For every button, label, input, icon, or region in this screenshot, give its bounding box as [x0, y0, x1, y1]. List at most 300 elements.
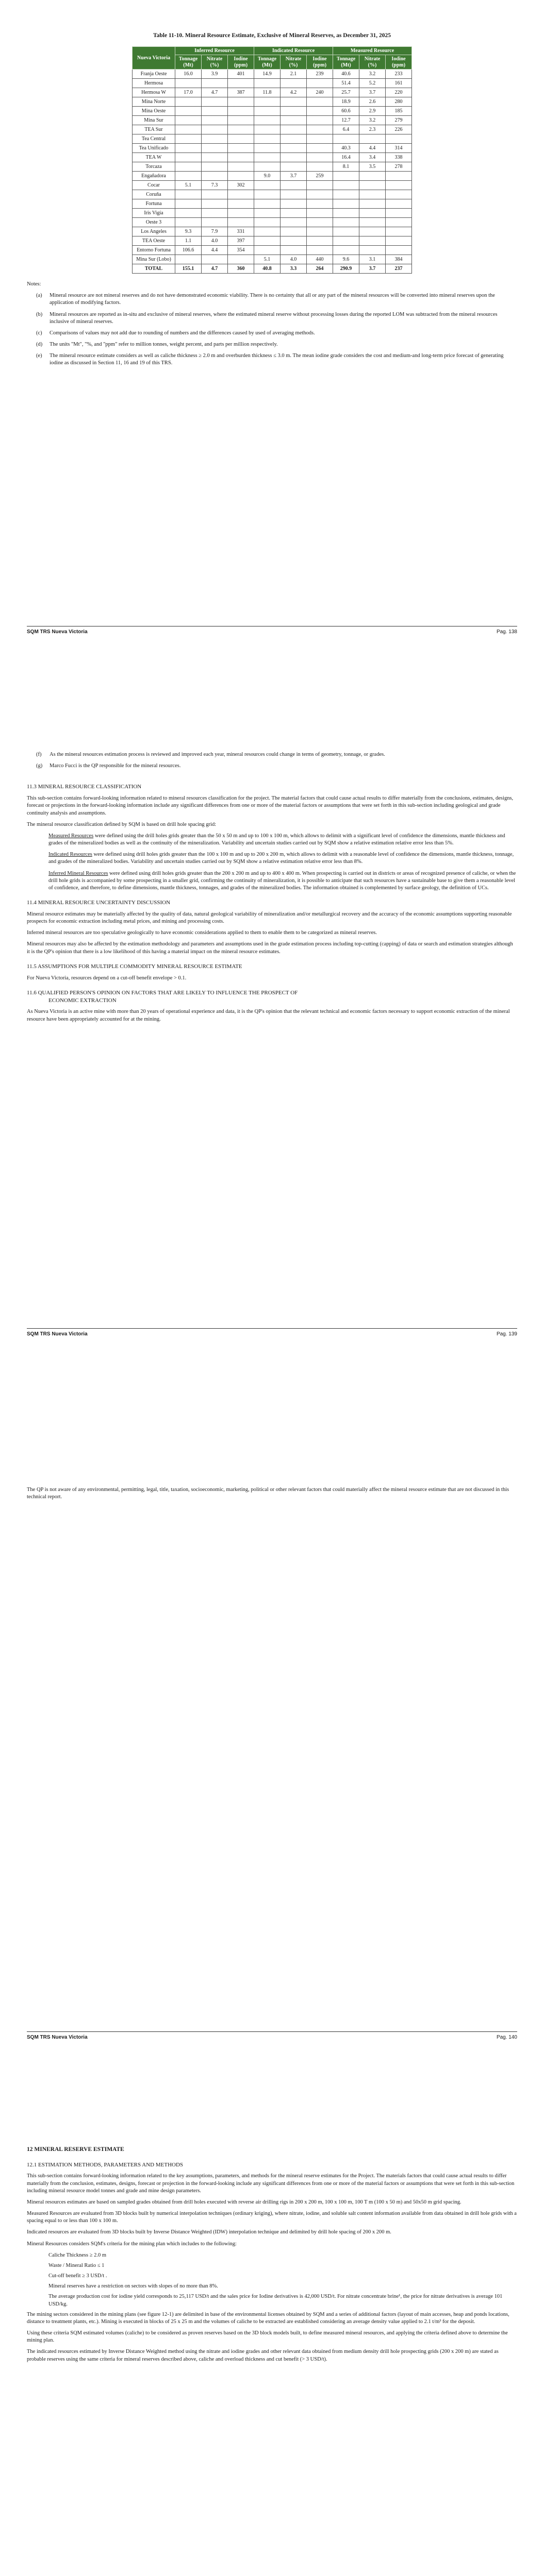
table-cell — [307, 116, 333, 125]
row-label: Mina Norte — [133, 97, 175, 107]
table-cell — [281, 181, 307, 190]
table-row — [133, 218, 412, 227]
page-number: Pag. 139 — [496, 1331, 517, 1337]
table-cell — [281, 236, 307, 246]
table-cell — [254, 97, 281, 107]
paragraph: The mineral resource classification defined by SQM is based on drill hole spacing grid: — [27, 821, 217, 827]
table-cell: 278 — [386, 162, 412, 172]
paragraph: The mining sectors considered in the mining plans (see figure 12-1) are delimited in base of the environmental licenses obtained by SQM and a series of additional factors (layout of main accesses, heap and ponds locations, distance to treatment plants, etc.). Mining is executed in blocks of 25 x 25 m and the volumes of caliche to be extracted are established considering an average density value applied to 2.1 t/m³ for the deposit. — [27, 2311, 509, 2325]
column-header: Nitrate (%) — [202, 55, 228, 70]
table-cell — [202, 116, 228, 125]
table-cell — [202, 144, 228, 153]
table-cell: 264 — [307, 264, 333, 274]
column-header: Iodine (ppm) — [307, 55, 333, 70]
table-cell: 240 — [307, 88, 333, 97]
paragraph: This sub-section contains forward-looking information related to the key assumptions, parameters, and methods for the mineral reserve estimates for the Project. The materials factors that could cause actual results to differ materially from the conclusion, estimates, designs, forecast or projection in the forward-looking include any significant differences from one or more of the material factors or assumptions that were set forth in this sub-section including mineral resource model tonnes and grade and mine design parameters. — [27, 2173, 515, 2194]
table-cell — [228, 79, 254, 88]
paragraph: Mineral resources may also be affected by the estimation methodology and parameters and assumptions used in the grade estimation process including top-cutting (capping) of data or search and estimation strategies although it is the QP's opinion that there is a low likelihood of this having a material impact on the mineral resource estimates. — [27, 941, 513, 955]
table-cell: 3.5 — [359, 162, 386, 172]
table-cell: 338 — [386, 153, 412, 162]
table-cell — [175, 144, 202, 153]
footer-title: SQM TRS Nueva Victoria — [27, 1331, 88, 1337]
corner-header: Nueva Victoria — [133, 46, 175, 70]
table-cell — [359, 190, 386, 199]
table-cell: 2.9 — [359, 107, 386, 116]
table-cell: 9.6 — [333, 255, 359, 264]
table-cell — [281, 79, 307, 88]
table-row — [133, 236, 412, 246]
table-cell: 220 — [386, 88, 412, 97]
table-cell — [281, 199, 307, 209]
column-header: Iodine (ppm) — [228, 55, 254, 70]
table-cell — [359, 218, 386, 227]
table-cell — [202, 97, 228, 107]
table-cell — [254, 107, 281, 116]
table-row — [133, 70, 412, 79]
table-cell: 440 — [307, 255, 333, 264]
table-cell: 18.9 — [333, 97, 359, 107]
table-cell — [359, 172, 386, 181]
table-row — [133, 79, 412, 88]
table-cell: 60.6 — [333, 107, 359, 116]
row-label: Entorno Fortuna — [133, 246, 175, 255]
table-cell: 302 — [228, 181, 254, 190]
section-11-3-title: 11.3 MINERAL RESOURCE CLASSIFICATION — [27, 784, 142, 790]
page-140 — [0, 1406, 544, 2110]
table-cell — [281, 227, 307, 236]
table-cell: 9.0 — [254, 172, 281, 181]
table-cell — [333, 181, 359, 190]
table-cell: 331 — [228, 227, 254, 236]
table-cell: 6.4 — [333, 125, 359, 134]
table-cell — [281, 116, 307, 125]
table-cell — [175, 97, 202, 107]
table-cell: 106.6 — [175, 246, 202, 255]
table-cell: 14.9 — [254, 70, 281, 79]
table-cell — [333, 246, 359, 255]
table-cell — [333, 134, 359, 144]
table-cell: 161 — [386, 79, 412, 88]
table-cell — [333, 227, 359, 236]
table-cell: 259 — [307, 172, 333, 181]
table-cell: 5.2 — [359, 79, 386, 88]
footer-title: SQM TRS Nueva Victoria — [27, 2035, 88, 2040]
criterion: Mineral reserves have a restriction on sectors with slopes of no more than 8%. — [48, 2283, 218, 2290]
table-cell: 314 — [386, 144, 412, 153]
table-cell — [307, 153, 333, 162]
table-cell — [202, 255, 228, 264]
table-cell — [307, 190, 333, 199]
table-cell — [175, 255, 202, 264]
note-g: (g) Marco Fucci is the QP responsible for the mineral resources. — [36, 763, 181, 769]
table-cell — [254, 116, 281, 125]
note-b: (b) Mineral resources are reported as in-situ and exclusive of mineral reserves, where the estimated mineral reserve without processing losses during the reported LOM was subtracted from the mineral resources inclusive of mineral reserves. — [36, 311, 498, 325]
row-label: Mina Oeste — [133, 107, 175, 116]
table-cell — [175, 134, 202, 144]
table-cell — [228, 172, 254, 181]
table-cell — [175, 218, 202, 227]
table-cell: 237 — [386, 264, 412, 274]
table-cell: 4.0 — [281, 255, 307, 264]
table-cell — [359, 199, 386, 209]
table-row — [133, 116, 412, 125]
table-cell — [281, 125, 307, 134]
table-cell: 280 — [386, 97, 412, 107]
row-label: Tea Central — [133, 134, 175, 144]
table-row — [133, 246, 412, 255]
table-cell: 51.4 — [333, 79, 359, 88]
table-cell — [333, 209, 359, 218]
row-label: TEA Sur — [133, 125, 175, 134]
paragraph: Measured Resources are evaluated from 3D blocks built by numerical interpolation techniques (ordinary kriging), where nitrate, iodine, and soluble salt content information available from data obtained in drill hole grids with a spacing equal to or less than 100 x 100 m. — [27, 2211, 517, 2224]
table-row — [133, 134, 412, 144]
group-header-indicated: Indicated Resource — [254, 46, 333, 55]
notes-label: Notes: — [27, 281, 41, 287]
table-cell — [281, 134, 307, 144]
table-cell — [228, 153, 254, 162]
row-label: Franja Oeste — [133, 70, 175, 79]
table-cell — [333, 199, 359, 209]
table-cell: 397 — [228, 236, 254, 246]
criterion: Caliche Thickness ≥ 2.0 m — [48, 2252, 107, 2258]
table-cell — [307, 181, 333, 190]
table-cell — [307, 162, 333, 172]
table-cell: 3.2 — [359, 70, 386, 79]
table-row — [133, 97, 412, 107]
table-cell: 2.3 — [359, 125, 386, 134]
table-caption: Table 11-10. Mineral Resource Estimate, Exclusive of Mineral Reserves, as December 31, 2025 — [153, 32, 391, 39]
table-row — [133, 172, 412, 181]
table-cell — [307, 107, 333, 116]
table-cell — [281, 153, 307, 162]
table-cell — [386, 181, 412, 190]
table-cell: 155.1 — [175, 264, 202, 274]
table-cell — [254, 181, 281, 190]
table-cell — [307, 97, 333, 107]
table-cell: 3.3 — [281, 264, 307, 274]
table-cell — [254, 209, 281, 218]
table-cell — [333, 190, 359, 199]
table-cell: 3.9 — [202, 70, 228, 79]
note-c: (c) Comparisons of values may not add due to rounding of numbers and the differences caused by used of averaging methods. — [36, 330, 315, 336]
row-label: Los Angeles — [133, 227, 175, 236]
table-cell — [175, 79, 202, 88]
table-cell: 3.7 — [359, 88, 386, 97]
row-label: Mina Sur — [133, 116, 175, 125]
table-cell — [175, 116, 202, 125]
table-cell — [359, 246, 386, 255]
table-row — [133, 88, 412, 97]
table-cell — [307, 199, 333, 209]
notes — [27, 281, 517, 367]
page-footer — [27, 626, 517, 635]
row-label: Hermosa — [133, 79, 175, 88]
row-label: Engañadora — [133, 172, 175, 181]
indicated-definition: Indicated Resources were defined using drill holes grids greater than the 100 x 100 m and up to 200 x 200 m, which allows to delimit with a reasonable level of confidence the dimensions, mantle thickness, tonnage, and grades of the mineralized bodies. Variability and uncertain studies carried out by SQM show a relative estimation relative error less than 8%. — [48, 852, 514, 865]
criterion: Waste / Mineral Ratio ≤ 1 — [48, 2262, 105, 2268]
table-cell — [254, 190, 281, 199]
table-cell — [386, 199, 412, 209]
table-cell — [254, 246, 281, 255]
inferred-definition: Inferred Mineral Resources were defined using drill holes grids greater than the 200 x 200 m and up to 400 x 400 m. When prospecting is carried out in districts or areas of recognized presence of caliche, or when the drill hole grids is accompanied by some prospecting in a smaller grid, confirming the continuity of mineralization, it is possible to anticipate that such resources have a sustainable base to give them a reasonable level of confidence, and therefore, to define dimensions, mantle thickness, tonnages, and grades of the mineralized bodies. The information obtained is complemented by surface geology, the definition of UCs. — [48, 870, 516, 891]
table-cell — [281, 162, 307, 172]
table-cell: 185 — [386, 107, 412, 116]
table-cell — [386, 134, 412, 144]
table-cell — [175, 153, 202, 162]
page-footer — [27, 2031, 517, 2040]
table-cell — [359, 236, 386, 246]
table-cell — [254, 218, 281, 227]
column-header: Tonnage (Mt) — [333, 55, 359, 70]
table-cell — [307, 125, 333, 134]
table-cell — [281, 209, 307, 218]
row-label: Mina Sur (Lobo) — [133, 255, 175, 264]
table-cell — [359, 227, 386, 236]
table-cell — [228, 144, 254, 153]
table-cell — [175, 199, 202, 209]
table-cell — [175, 190, 202, 199]
table-cell: 16.0 — [175, 70, 202, 79]
column-header: Tonnage (Mt) — [254, 55, 281, 70]
table-cell — [254, 153, 281, 162]
table-cell: 4.7 — [202, 264, 228, 274]
table-cell — [254, 144, 281, 153]
table-cell: 12.7 — [333, 116, 359, 125]
table-cell: 25.7 — [333, 88, 359, 97]
note-e: (e) The mineral resource estimate considers as well as caliche thickness ≥ 2.0 m and overburden thickness ≤ 3.0 m. The mean iodine grade considers the cost and medium-and long-term price forecast of generating iodine as discussed in Section 11, 16 and 19 of this TRS. — [36, 353, 504, 366]
page-141 — [0, 2110, 544, 2576]
table-cell — [386, 246, 412, 255]
table-cell — [359, 181, 386, 190]
section-12-1-title: 12.1 ESTIMATION METHODS, PARAMETERS AND METHODS — [27, 2161, 184, 2168]
table-cell — [202, 153, 228, 162]
table-cell — [281, 218, 307, 227]
row-label: Coruña — [133, 190, 175, 199]
row-label: TOTAL — [133, 264, 175, 274]
table-cell — [228, 209, 254, 218]
table-cell — [281, 97, 307, 107]
chapter-12-title: 12 MINERAL RESERVE ESTIMATE — [27, 2146, 124, 2153]
table-cell — [175, 172, 202, 181]
table-cell — [228, 97, 254, 107]
paragraph: For Nueva Victoria, resources depend on a cut-off benefit envelope > 0.1. — [27, 975, 187, 981]
table-cell — [307, 246, 333, 255]
table-row — [133, 190, 412, 199]
row-label: Iris Vigía — [133, 209, 175, 218]
table-cell: 4.4 — [202, 246, 228, 255]
table-cell — [281, 190, 307, 199]
table-cell — [175, 125, 202, 134]
table-cell: 4.4 — [359, 144, 386, 153]
table-cell: 17.0 — [175, 88, 202, 97]
table-cell — [254, 236, 281, 246]
note-d: (d) The units "Mt", "%, and "ppm" refer to million tonnes, weight percent, and parts per million respectively. — [36, 342, 278, 348]
table-cell: 4.0 — [202, 236, 228, 246]
table-cell — [175, 162, 202, 172]
criterion: The average production cost for iodine yield corresponds to 25,117 USD/t and the sales price for Iodine derivatives is 42,000 USD/t. For nitrate concentrate brine¹, the price for nitrate derivatives is average 101 USD/kg. — [48, 2294, 503, 2307]
table-cell — [228, 218, 254, 227]
table-cell: 3.7 — [281, 172, 307, 181]
table-cell — [228, 107, 254, 116]
table-cell — [386, 236, 412, 246]
table-cell — [386, 190, 412, 199]
page-number: Pag. 140 — [496, 2035, 517, 2040]
table-cell: 387 — [228, 88, 254, 97]
note-a: (a) Mineral resource are not mineral reserves and do not have demonstrated economic viability. There is no certainty that all or any part of the mineral resources will be converted into mineral reserves upon the application of modifying factors. — [36, 293, 495, 306]
table-cell — [386, 218, 412, 227]
table-cell: 3.4 — [359, 153, 386, 162]
measured-definition: Measured Resources were defined using the drill holes grids greater than the 50 x 50 m and up to 100 x 100 m, which allows to delimit with a significant level of confidence the dimensions, mantle thickness and grades of the mineralized bodies as well as the continuity of the mineralization. Variability and uncertain studies carried out by SQM show a relative estimation relative error less than 5%. — [48, 833, 505, 846]
table-cell — [202, 190, 228, 199]
table-cell — [333, 236, 359, 246]
table-cell — [202, 162, 228, 172]
table-cell: 3.2 — [359, 116, 386, 125]
table-cell: 360 — [228, 264, 254, 274]
table-cell — [307, 134, 333, 144]
table-cell: 233 — [386, 70, 412, 79]
table-row — [133, 107, 412, 116]
table-row — [133, 227, 412, 236]
table-row — [133, 209, 412, 218]
table-cell — [254, 134, 281, 144]
table-cell — [307, 227, 333, 236]
table-cell — [307, 144, 333, 153]
table-row — [133, 199, 412, 209]
table-cell — [202, 199, 228, 209]
footer-title: SQM TRS Nueva Victoria — [27, 629, 88, 635]
page-number: Pag. 138 — [496, 629, 517, 635]
table-cell — [202, 107, 228, 116]
section-11-4-title: 11.4 MINERAL RESOURCE UNCERTAINTY DISCUSSION — [27, 900, 171, 906]
note-f: (f) As the mineral resources estimation process is reviewed and improved each year, mineral resources could change in terms of geometry, tonnage, or grades. — [36, 752, 385, 757]
column-header: Nitrate (%) — [281, 55, 307, 70]
row-label: Oeste 3 — [133, 218, 175, 227]
table-cell — [228, 116, 254, 125]
table-cell: 40.6 — [333, 70, 359, 79]
paragraph: Using these criteria SQM estimated volumes (caliche) to be considered as proven reserves based on the 3D block models built, to define measured mineral resources, and applying the criteria defined above to determine the mining plan. — [27, 2330, 508, 2344]
table-row — [133, 153, 412, 162]
table-body — [133, 70, 412, 274]
criterion: Cut-off benefit ≥ 3 USD/t . — [48, 2273, 107, 2279]
table-cell — [359, 209, 386, 218]
table-cell — [333, 172, 359, 181]
paragraph: Inferred mineral resources are too speculative geologically to have economic considerations applied to them to enable them to be categorized as mineral reserves. — [27, 930, 377, 936]
table-cell: 3.7 — [359, 264, 386, 274]
table-cell: 7.9 — [202, 227, 228, 236]
row-label: Fortuna — [133, 199, 175, 209]
table-cell — [359, 134, 386, 144]
table-cell — [254, 162, 281, 172]
table-cell — [202, 209, 228, 218]
table-cell — [228, 134, 254, 144]
table-cell — [254, 199, 281, 209]
table-cell: 3.1 — [359, 255, 386, 264]
table-cell: 401 — [228, 70, 254, 79]
row-label: TEA W — [133, 153, 175, 162]
table-cell: 5.1 — [254, 255, 281, 264]
table-cell: 5.1 — [175, 181, 202, 190]
table-cell — [307, 236, 333, 246]
paragraph: Indicated resources are evaluated from 3D blocks built by Inverse Distance Weighted (IDW) interpolation technique and delimited by drill hole spacing of 200 x 200 m. — [27, 2229, 391, 2235]
table-cell: 4.2 — [281, 88, 307, 97]
column-header: Tonnage (Mt) — [175, 55, 202, 70]
column-header: Nitrate (%) — [359, 55, 386, 70]
paragraph: The indicated resources estimated by Inverse Distance Weighted method using the nitrate and iodine grades and other relevant data obtained from medium density drill hole prospecting grids (200 x 200 m) are stated as probable reserves using the same criteria for mineral reserves described above, caliche and overload thickness and cut benefit (> 3 USD/t). — [27, 2349, 499, 2362]
resource-table — [132, 46, 412, 274]
table-row — [133, 125, 412, 134]
table-cell: 1.1 — [175, 236, 202, 246]
row-label: Torcaza — [133, 162, 175, 172]
paragraph: Mineral resource estimates may be materially affected by the quality of data, natural geological variability of mineralization and/or metallurgical recovery and the accuracy of the economic assumptions supporting reasonable prospects for economic extraction including metal prices, and mining and processing costs. — [27, 911, 512, 925]
page-footer — [27, 1328, 517, 1337]
table-cell — [307, 209, 333, 218]
row-label: Tea Unificado — [133, 144, 175, 153]
table-cell — [228, 199, 254, 209]
row-label: Cocar — [133, 181, 175, 190]
paragraph: Mineral Resources considers SQM's criteria for the mining plan which includes to the following: — [27, 2241, 237, 2247]
table-cell: 4.7 — [202, 88, 228, 97]
table-cell: 384 — [386, 255, 412, 264]
section-11-5-title: 11.5 ASSUMPTIONS FOR MULTIPLE COMMODITY MINERAL RESOURCE ESTIMATE — [27, 963, 242, 970]
table-cell — [386, 209, 412, 218]
table-cell — [228, 255, 254, 264]
group-header-inferred: Inferred Resource — [175, 46, 254, 55]
table-cell: 239 — [307, 70, 333, 79]
table-cell: 40.3 — [333, 144, 359, 153]
table-cell — [228, 125, 254, 134]
group-header-measured: Measured Resource — [333, 46, 412, 55]
table-cell: 16.4 — [333, 153, 359, 162]
table-cell — [307, 218, 333, 227]
table-row — [133, 181, 412, 190]
row-label: Hermosa W — [133, 88, 175, 97]
total-row — [133, 264, 412, 274]
table-cell — [307, 79, 333, 88]
table-cell — [175, 107, 202, 116]
table-cell: 11.8 — [254, 88, 281, 97]
paragraph: As Nueva Victoria is an active mine with more than 20 years of operational experience and data, it is the QP's opinion that the relevant technical and economic factors necessary to support economic extraction of the mineral resource have been appropriately accounted for at the mining. — [27, 1009, 510, 1022]
paragraph: This sub-section contains forward-looking information related to mineral resources classification for the project. The material factors that could cause actual results to differ materially from the conclusions, estimates, designs, forecast or projections in the forward-looking information include any significant differences from one or more of the material factors or assumptions that were set forth in this sub-section including geological and grade continuity analysis and assumptions. — [27, 795, 514, 816]
paragraph: Mineral resources estimates are based on sampled grades obtained from drill holes executed with reverse air drilling rigs in 200 x 200 m, 100 x 100 m, 100 T m (100 x 50 m) and 50x50 m grid spacing. — [27, 2199, 461, 2205]
table-cell — [228, 190, 254, 199]
table-cell — [202, 172, 228, 181]
table-row — [133, 144, 412, 153]
table-row — [133, 162, 412, 172]
table-cell: 7.3 — [202, 181, 228, 190]
table-cell — [202, 79, 228, 88]
table-cell: 9.3 — [175, 227, 202, 236]
table-cell — [281, 246, 307, 255]
table-cell — [175, 209, 202, 218]
table-row — [133, 255, 412, 264]
table-cell: 290.9 — [333, 264, 359, 274]
row-label: TEA Oeste — [133, 236, 175, 246]
paragraph: The QP is not aware of any environmental, permitting, legal, title, taxation, socioeconomic, marketing, political or other relevant factors that could materially affect the mineral resource estimate that are not discussed in this technical report. — [27, 1487, 509, 1500]
table-cell — [254, 227, 281, 236]
table-cell — [202, 218, 228, 227]
table-cell — [281, 144, 307, 153]
table-cell: 2.1 — [281, 70, 307, 79]
table-cell: 354 — [228, 246, 254, 255]
table-cell — [228, 162, 254, 172]
table-cell — [202, 134, 228, 144]
table-cell — [333, 218, 359, 227]
page-139 — [0, 703, 544, 1406]
page-138 — [0, 0, 544, 703]
table-cell: 279 — [386, 116, 412, 125]
table-cell: 8.1 — [333, 162, 359, 172]
table-cell: 2.6 — [359, 97, 386, 107]
